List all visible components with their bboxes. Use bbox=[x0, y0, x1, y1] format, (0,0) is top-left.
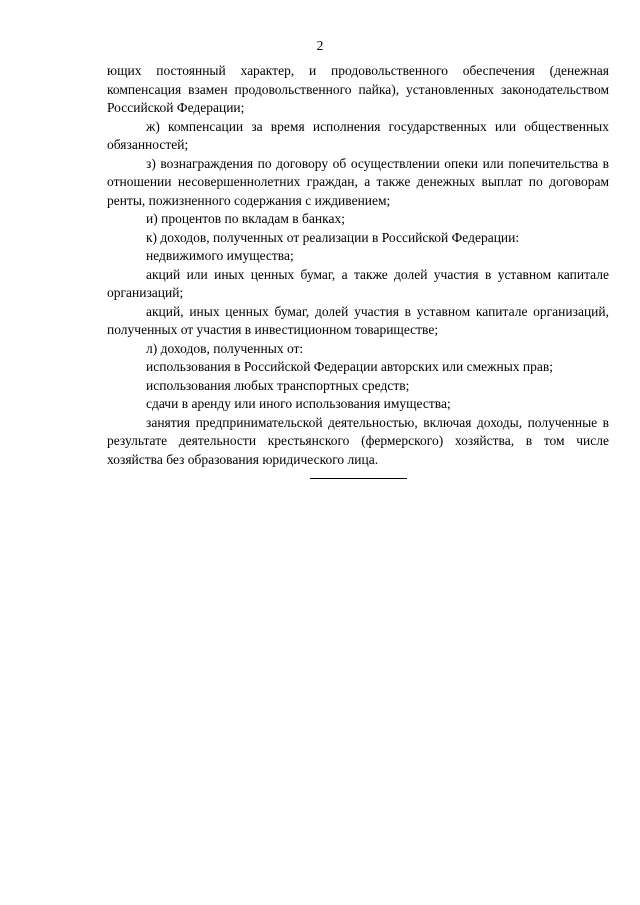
page-number: 2 bbox=[316, 38, 324, 53]
closing-divider-line bbox=[310, 478, 407, 479]
paragraph-item-i: и) процентов по вкладам в банках; bbox=[146, 211, 345, 226]
document-body bbox=[107, 62, 609, 469]
paragraph-subitem-copyright: использования в Российской Федерации авторских или смежных прав; bbox=[146, 359, 553, 374]
paragraph-subitem-shares: акций или иных ценных бумаг, а также долей участия в уставном капитале организаций; bbox=[107, 266, 609, 300]
paragraph-item-k: к) доходов, полученных от реализации в Российской Федерации: bbox=[146, 229, 520, 245]
paragraph-continuation: ющих постоянный характер, и продовольственного обеспечения (денежная компенсация взамен продовольственного пайка), установленных законодательством Российской Федерации; bbox=[107, 63, 609, 115]
paragraph-subitem-investment-partnership: акций, иных ценных бумаг, долей участия в уставном капитале организаций, полученных от участия в инвестиционном товариществе; bbox=[107, 303, 609, 337]
paragraph-item-zh: ж) компенсации за время исполнения государственных или общественных обязанностей; bbox=[107, 118, 609, 152]
paragraph-item-z: з) вознаграждения по договору об осуществлении опеки или попечительства в отношении несовершеннолетних граждан, а также денежных выплат по договорам ренты, пожизненного содержания с иждивением; bbox=[107, 155, 609, 208]
paragraph-subitem-business: занятия предпринимательской деятельностью, включая доходы, полученные в результате деятельности крестьянского (фермерского) хозяйства, в том числе хозяйства без образования юридического лица. bbox=[107, 414, 609, 467]
paragraph-subitem-rent: сдачи в аренду или иного использования имущества; bbox=[146, 396, 451, 411]
paragraph-subitem-real-estate: недвижимого имущества; bbox=[146, 248, 294, 263]
paragraph-item-l: л) доходов, полученных от: bbox=[146, 340, 304, 356]
paragraph-subitem-vehicles: использования любых транспортных средств; bbox=[146, 377, 410, 393]
